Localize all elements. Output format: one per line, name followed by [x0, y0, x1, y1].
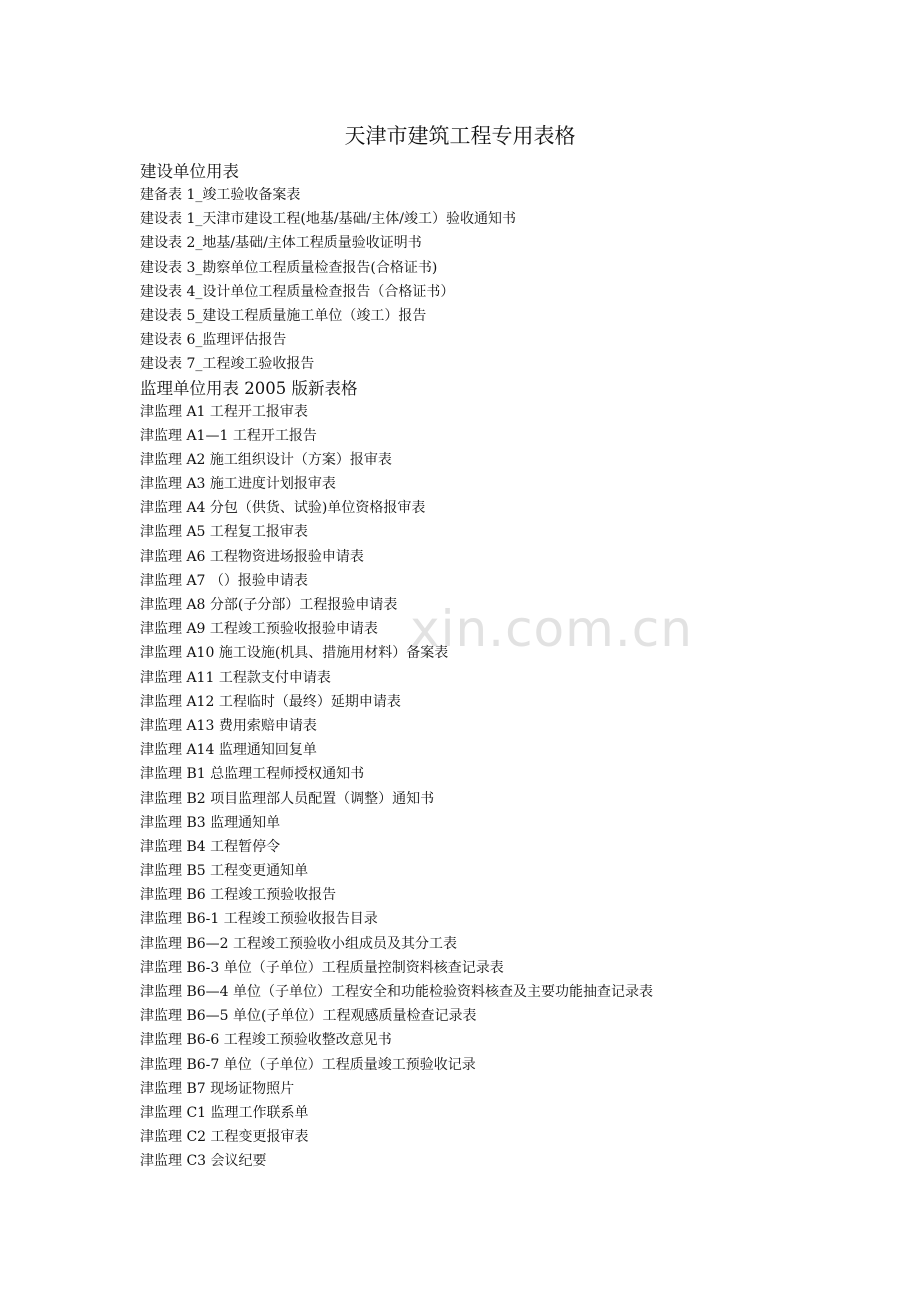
list-item: 建设表 4_设计单位工程质量检查报告（合格证书） — [140, 283, 455, 300]
list-item: 津监理 A3 施工进度计划报审表 — [140, 476, 336, 493]
list-item: 津监理 A7 （）报验申请表 — [140, 572, 308, 589]
form-list — [140, 183, 880, 377]
list-item: 津监理 A1 工程开工报审表 — [140, 403, 308, 420]
section-heading: 监理单位用表 2005 版新表格 — [140, 378, 358, 398]
list-item: 津监理 A14 监理通知回复单 — [140, 742, 317, 759]
list-item: 津监理 B7 现场证物照片 — [140, 1080, 295, 1097]
list-item: 建设表 2_地基/基础/主体工程质量验收证明书 — [140, 235, 422, 252]
list-item: 津监理 B6—5 单位(子单位）工程观感质量检查记录表 — [140, 1008, 477, 1025]
list-item: 津监理 A13 费用索赔申请表 — [140, 717, 317, 734]
list-item: 津监理 A11 工程款支付申请表 — [140, 669, 331, 686]
list-item: 津监理 A4 分包（供货、试验)单位资格报审表 — [140, 500, 426, 517]
list-item: 津监理 A6 工程物资进场报验申请表 — [140, 548, 364, 565]
list-item: 建设表 6_监理评估报告 — [140, 332, 287, 349]
list-item: 津监理 B6-1 工程竣工预验收报告目录 — [140, 911, 378, 928]
list-item: 津监理 C2 工程变更报审表 — [140, 1129, 309, 1146]
watermark-text: xin.com.cn — [410, 600, 693, 658]
list-item: 津监理 B5 工程变更通知单 — [140, 863, 309, 880]
list-item: 津监理 A2 施工组织设计（方案）报审表 — [140, 451, 392, 468]
list-item: 建备表 1_竣工验收备案表 — [140, 187, 301, 203]
list-item: 津监理 A8 分部(子分部）工程报验申请表 — [140, 597, 398, 613]
list-item: 建设表 7_工程竣工验收报告 — [140, 356, 315, 373]
list-item: 津监理 B6—4 单位（子单位）工程安全和功能检验资料核查及主要功能抽查记录表 — [140, 984, 654, 1000]
section-supervision-unit — [140, 377, 880, 1174]
list-item: 津监理 A1—1 工程开工报告 — [140, 427, 317, 444]
list-item: 津监理 A9 工程竣工预验收报验申请表 — [140, 621, 378, 638]
list-item: 建设表 3_勘察单位工程质量检查报告(合格证书) — [140, 259, 438, 276]
list-item: 津监理 B6-3 单位（子单位）工程质量控制资料核查记录表 — [140, 959, 504, 976]
list-item: 津监理 B6-7 单位（子单位）工程质量竣工预验收记录 — [140, 1056, 476, 1073]
list-item: 津监理 B6—2 工程竣工预验收小组成员及其分工表 — [140, 935, 458, 952]
list-item: 津监理 A10 施工设施(机具、措施用材料）备案表 — [140, 645, 449, 662]
list-item: 津监理 B6 工程竣工预验收报告 — [140, 887, 337, 904]
list-item: 津监理 A12 工程临时（最终）延期申请表 — [140, 693, 401, 710]
section-construction-unit — [140, 160, 880, 377]
list-item: 津监理 B4 工程暂停令 — [140, 838, 281, 855]
list-item: 津监理 C3 会议纪要 — [140, 1153, 267, 1170]
list-item: 津监理 B1 总监理工程师授权通知书 — [140, 766, 365, 783]
list-item: 津监理 B6-6 工程竣工预验收整改意见书 — [140, 1032, 392, 1049]
section-heading: 建设单位用表 — [140, 162, 239, 181]
list-item: 建设表 1_天津市建设工程(地基/基础/主体/竣工）验收通知书 — [140, 211, 516, 228]
page-title: 天津市建筑工程专用表格 — [344, 124, 576, 148]
list-item: 津监理 A5 工程复工报审表 — [140, 524, 308, 541]
list-item: 津监理 B2 项目监理部人员配置（调整）通知书 — [140, 790, 435, 807]
form-list — [140, 400, 880, 1174]
list-item: 津监理 B3 监理通知单 — [140, 814, 281, 831]
document-body — [140, 160, 880, 1174]
list-item: 津监理 C1 监理工作联系单 — [140, 1104, 309, 1121]
list-item: 建设表 5_建设工程质量施工单位（竣工）报告 — [140, 307, 427, 324]
